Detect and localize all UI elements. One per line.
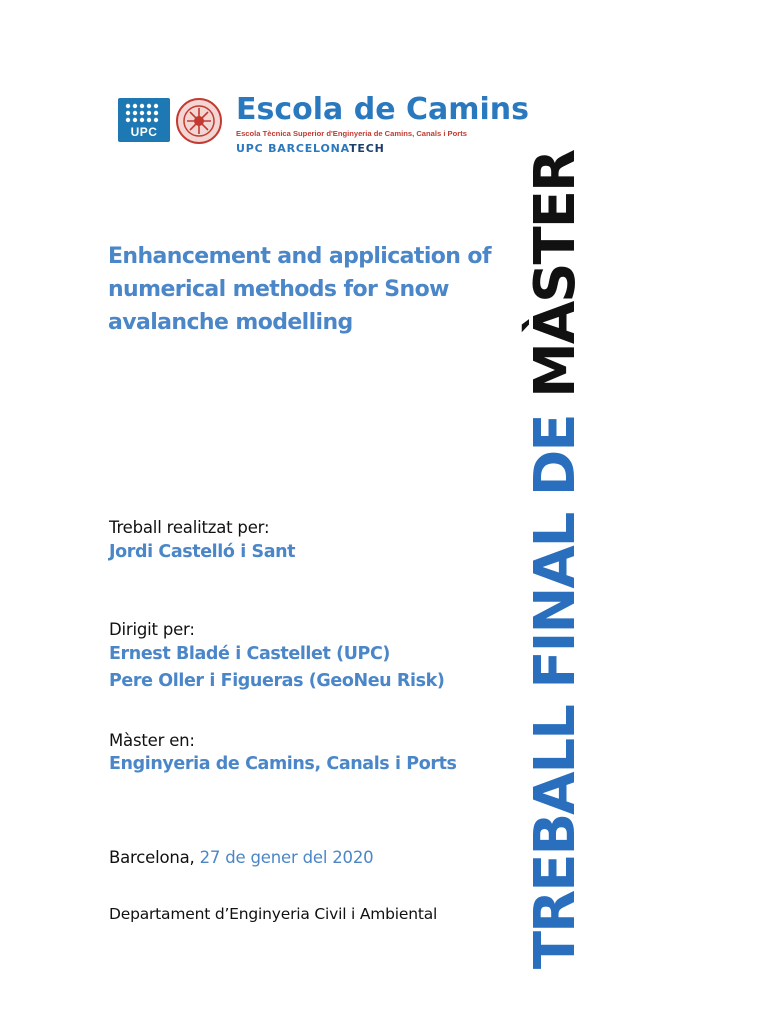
director-2: Pere Oller i Figueras (GeoNeu Risk): [109, 671, 445, 691]
author-label: Treball realitzat per:: [109, 518, 270, 537]
logo-title: Escola de Camins: [236, 92, 529, 127]
seal-icon: [173, 96, 225, 146]
logo-barcelona: UPC BARCELONA: [236, 142, 350, 155]
place-date: [109, 848, 373, 867]
logo-subtitle: Escola Tècnica Superior d'Enginyeria de Camins, Canals i Ports: [236, 129, 467, 138]
side-title: [485, 150, 625, 970]
directors-label: Dirigit per:: [109, 620, 195, 639]
side-title-blue: TREBALL FINAL DE: [522, 397, 588, 970]
logo-barcelonatech: [236, 142, 385, 155]
master-name: Enginyeria de Camins, Canals i Ports: [109, 754, 457, 774]
author-name: Jordi Castelló i Sant: [109, 542, 296, 562]
department: Departament d’Enginyeria Civil i Ambiental: [109, 905, 438, 923]
upc-logo-text: UPC: [130, 125, 158, 139]
director-1: Ernest Bladé i Castellet (UPC): [109, 644, 391, 664]
thesis-title: Enhancement and application of numerical methods for Snow avalanche modelling: [108, 244, 491, 335]
upc-dots-icon: [124, 102, 164, 124]
school-logo: [118, 92, 538, 158]
side-title-black: MÀSTER: [522, 150, 588, 398]
city: Barcelona,: [109, 848, 195, 867]
master-label: Màster en:: [109, 731, 195, 750]
date: 27 de gener del 2020: [199, 848, 374, 867]
upc-logo-icon: [118, 98, 170, 142]
logo-tech: TECH: [349, 142, 385, 155]
